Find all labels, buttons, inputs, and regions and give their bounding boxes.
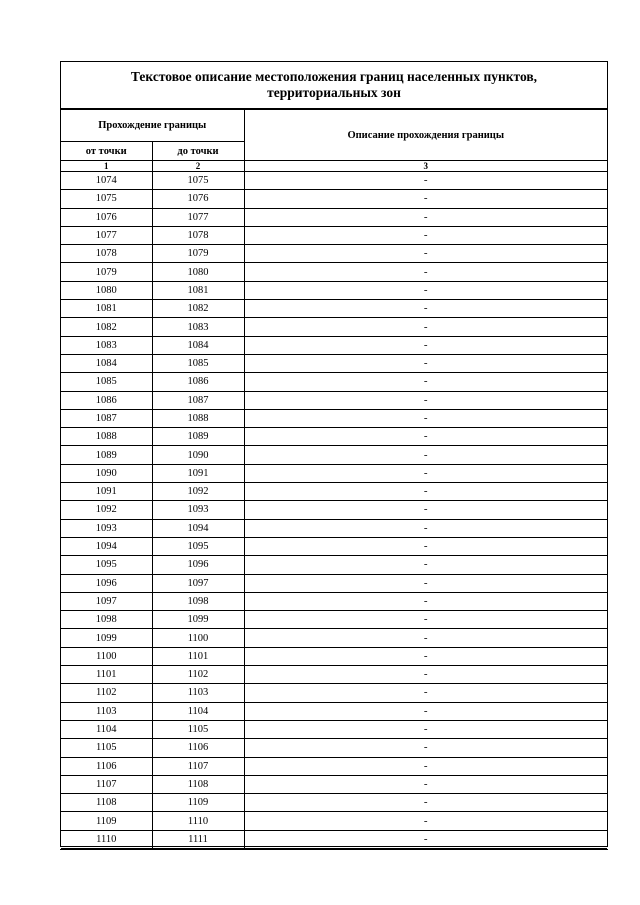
to-point-cell: 1096 [152, 556, 244, 574]
table-row [61, 739, 607, 757]
table-row [61, 592, 607, 610]
description-cell: - [244, 519, 607, 537]
description-cell: - [244, 226, 607, 244]
boundary-table [61, 109, 607, 849]
table-row [61, 556, 607, 574]
description-cell: - [244, 684, 607, 702]
document-frame [60, 61, 608, 847]
description-cell: - [244, 208, 607, 226]
description-cell: - [244, 446, 607, 464]
description-cell: - [244, 556, 607, 574]
description-cell: - [244, 428, 607, 446]
description-cell: - [244, 666, 607, 684]
from-point-cell: 1087 [61, 409, 152, 427]
from-point-cell: 1103 [61, 702, 152, 720]
to-point-cell: 1104 [152, 702, 244, 720]
to-point-cell: 1105 [152, 720, 244, 738]
title-line-2: территориальных зон [267, 85, 401, 100]
to-point-cell: 1080 [152, 263, 244, 281]
to-point-cell: 1097 [152, 574, 244, 592]
description-cell: - [244, 373, 607, 391]
description-cell: - [244, 537, 607, 555]
to-point-cell: 1111 [152, 830, 244, 848]
description-cell: - [244, 757, 607, 775]
table-row [61, 483, 607, 501]
table-row [61, 757, 607, 775]
to-point-cell: 1088 [152, 409, 244, 427]
table-row [61, 464, 607, 482]
to-point-cell: 1085 [152, 354, 244, 372]
table-row [61, 775, 607, 793]
to-point-cell: 1102 [152, 666, 244, 684]
from-point-cell: 1110 [61, 830, 152, 848]
to-point-cell: 1081 [152, 281, 244, 299]
table-row [61, 409, 607, 427]
from-point-cell: 1099 [61, 629, 152, 647]
to-point-cell: 1107 [152, 757, 244, 775]
from-point-cell: 1098 [61, 611, 152, 629]
description-cell: - [244, 172, 607, 190]
table-row [61, 666, 607, 684]
description-cell: - [244, 300, 607, 318]
to-point-cell: 1079 [152, 245, 244, 263]
from-point-cell: 1084 [61, 354, 152, 372]
from-point-cell: 1091 [61, 483, 152, 501]
table-row [61, 373, 607, 391]
to-point-cell: 1091 [152, 464, 244, 482]
from-point-cell: 1097 [61, 592, 152, 610]
from-point-cell: 1086 [61, 391, 152, 409]
to-point-cell: 1077 [152, 208, 244, 226]
table-row [61, 720, 607, 738]
table-row [61, 830, 607, 848]
description-cell: - [244, 483, 607, 501]
from-point-cell: 1094 [61, 537, 152, 555]
description-cell: - [244, 281, 607, 299]
document-title [61, 62, 607, 109]
table-row [61, 354, 607, 372]
from-point-cell: 1101 [61, 666, 152, 684]
from-point-cell: 1076 [61, 208, 152, 226]
table-row [61, 794, 607, 812]
table-row [61, 629, 607, 647]
column-number-2: 2 [152, 161, 244, 172]
to-point-cell: 1103 [152, 684, 244, 702]
from-point-cell: 1089 [61, 446, 152, 464]
to-point-cell: 1099 [152, 611, 244, 629]
description-cell: - [244, 464, 607, 482]
table-row [61, 336, 607, 354]
description-cell: - [244, 190, 607, 208]
from-point-cell: 1105 [61, 739, 152, 757]
description-cell: - [244, 611, 607, 629]
from-point-cell: 1107 [61, 775, 152, 793]
description-cell: - [244, 409, 607, 427]
description-cell: - [244, 720, 607, 738]
table-row [61, 300, 607, 318]
from-point-cell: 1102 [61, 684, 152, 702]
from-point-cell: 1092 [61, 501, 152, 519]
table-body [61, 172, 607, 849]
from-point-cell: 1078 [61, 245, 152, 263]
table-row [61, 190, 607, 208]
table-row [61, 611, 607, 629]
header-from-point: от точки [61, 142, 152, 161]
to-point-cell: 1084 [152, 336, 244, 354]
to-point-cell: 1094 [152, 519, 244, 537]
table-row [61, 647, 607, 665]
table-row [61, 501, 607, 519]
description-cell: - [244, 574, 607, 592]
description-cell: - [244, 354, 607, 372]
column-number-1: 1 [61, 161, 152, 172]
description-cell: - [244, 812, 607, 830]
from-point-cell: 1077 [61, 226, 152, 244]
table-row [61, 446, 607, 464]
table-row [61, 812, 607, 830]
description-cell: - [244, 263, 607, 281]
from-point-cell: 1088 [61, 428, 152, 446]
to-point-cell: 1108 [152, 775, 244, 793]
from-point-cell: 1082 [61, 318, 152, 336]
to-point-cell: 1098 [152, 592, 244, 610]
to-point-cell: 1075 [152, 172, 244, 190]
description-cell: - [244, 647, 607, 665]
description-cell: - [244, 702, 607, 720]
from-point-cell: 1081 [61, 300, 152, 318]
to-point-cell: 1101 [152, 647, 244, 665]
column-number-3: 3 [244, 161, 607, 172]
table-row [61, 245, 607, 263]
from-point-cell: 1095 [61, 556, 152, 574]
description-cell: - [244, 775, 607, 793]
table-row [61, 684, 607, 702]
description-cell: - [244, 830, 607, 848]
description-cell: - [244, 501, 607, 519]
table-row [61, 172, 607, 190]
description-cell: - [244, 245, 607, 263]
description-cell: - [244, 391, 607, 409]
to-point-cell: 1109 [152, 794, 244, 812]
to-point-cell: 1087 [152, 391, 244, 409]
description-cell: - [244, 794, 607, 812]
from-point-cell: 1100 [61, 647, 152, 665]
from-point-cell: 1108 [61, 794, 152, 812]
table-row [61, 281, 607, 299]
to-point-cell: 1090 [152, 446, 244, 464]
to-point-cell: 1095 [152, 537, 244, 555]
description-cell: - [244, 336, 607, 354]
from-point-cell: 1074 [61, 172, 152, 190]
from-point-cell: 1085 [61, 373, 152, 391]
header-to-point: до точки [152, 142, 244, 161]
table-row [61, 391, 607, 409]
table-row [61, 702, 607, 720]
to-point-cell: 1086 [152, 373, 244, 391]
from-point-cell: 1080 [61, 281, 152, 299]
to-point-cell: 1078 [152, 226, 244, 244]
table-row [61, 263, 607, 281]
to-point-cell: 1092 [152, 483, 244, 501]
to-point-cell: 1076 [152, 190, 244, 208]
from-point-cell: 1079 [61, 263, 152, 281]
to-point-cell: 1100 [152, 629, 244, 647]
from-point-cell: 1083 [61, 336, 152, 354]
from-point-cell: 1075 [61, 190, 152, 208]
from-point-cell: 1104 [61, 720, 152, 738]
to-point-cell: 1093 [152, 501, 244, 519]
to-point-cell: 1106 [152, 739, 244, 757]
description-cell: - [244, 629, 607, 647]
table-row [61, 537, 607, 555]
from-point-cell: 1096 [61, 574, 152, 592]
table-row [61, 574, 607, 592]
to-point-cell: 1089 [152, 428, 244, 446]
table-row [61, 519, 607, 537]
table-row [61, 208, 607, 226]
from-point-cell: 1106 [61, 757, 152, 775]
from-point-cell: 1090 [61, 464, 152, 482]
header-description: Описание прохождения границы [244, 110, 607, 161]
description-cell: - [244, 739, 607, 757]
from-point-cell: 1093 [61, 519, 152, 537]
header-boundary-passage: Прохождение границы [61, 110, 244, 142]
description-cell: - [244, 592, 607, 610]
table-row [61, 318, 607, 336]
to-point-cell: 1083 [152, 318, 244, 336]
bottom-rule [60, 849, 608, 850]
title-line-1: Текстовое описание местоположения границ населенных пунктов, [130, 69, 538, 84]
to-point-cell: 1110 [152, 812, 244, 830]
to-point-cell: 1082 [152, 300, 244, 318]
table-row [61, 428, 607, 446]
description-cell: - [244, 318, 607, 336]
from-point-cell: 1109 [61, 812, 152, 830]
table-row [61, 226, 607, 244]
